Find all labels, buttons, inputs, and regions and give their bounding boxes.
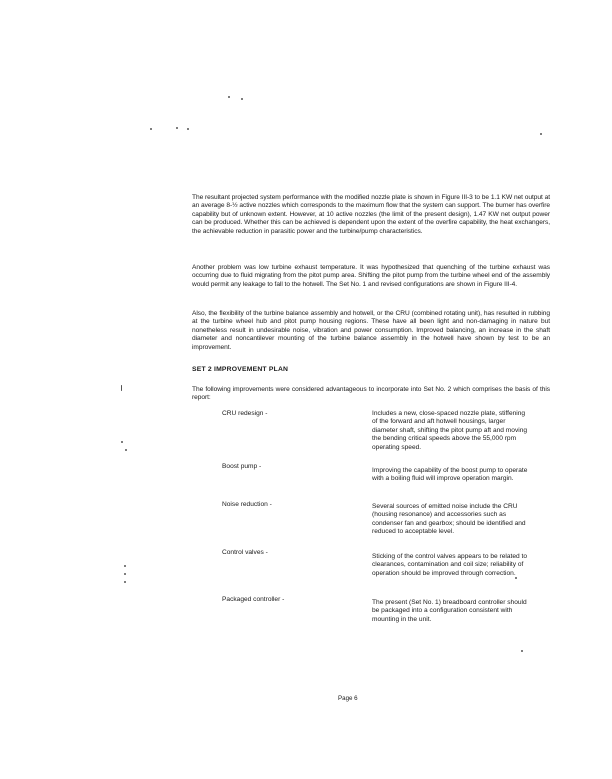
paragraph-exhaust-temperature: Another problem was low turbine exhaust temperature. It was hypothesized that quenching of the turbine exhaust was occurring due to fluid migrating from the pitot pump area. Shifting the pitot pump from the turbine wheel end of the assembly would permit any leakage to fall to the hotwell. The Set No. 1 and revised configurations are shown in Figure III-4. xyxy=(192,264,550,288)
scan-speck xyxy=(187,128,189,130)
scan-speck xyxy=(121,441,123,443)
item-desc-control-valves: Sticking of the control valves appears to be related to clearances, contamination and coil size; reliability of operation should be improved through correction. xyxy=(372,553,528,577)
scan-speck xyxy=(124,565,126,567)
item-desc-noise-reduction: Several sources of emitted noise include the CRU (housing resonance) and accessories such as condenser fan and gearbox; should be identified and reduced to acceptable level. xyxy=(372,503,526,536)
scan-speck xyxy=(540,133,542,135)
item-label-cru-redesign: CRU redesign - xyxy=(222,410,268,417)
scan-speck xyxy=(176,127,178,129)
item-label-control-valves: Control valves - xyxy=(222,549,268,556)
section-heading: SET 2 IMPROVEMENT PLAN xyxy=(192,366,289,373)
scan-speck xyxy=(124,581,126,583)
scan-speck xyxy=(125,449,127,451)
paragraph-intro: The following improvements were considered advantageous to incorporate into Set No. 2 which comprises the basis of this report: xyxy=(192,386,550,402)
paragraph-flexibility: Also, the flexibility of the turbine balance assembly and hotwell, or the CRU (combined rotating unit), has resulted in rubbing at the turbine wheel hub and pitot pump housing regions. These have all been light and non-damaging in nature but nonetheless result in undesirable noise, vibration and power consumption. Improved balancing, an increase in the shaft diameter and noncantilever mounting of the turbine balance assembly in the hotwell have shown by test to be an improvement. xyxy=(192,310,550,351)
scan-speck xyxy=(241,98,243,100)
item-desc-cru-redesign: Includes a new, close-spaced nozzle plate, stiffening of the forward and aft hotwell housings, larger diameter shaft, shifting the pitot pump aft and moving the bending critical speeds above the 55,000 rpm operating speed. xyxy=(372,410,528,451)
scan-speck xyxy=(521,650,523,652)
item-desc-packaged-controller: The present (Set No. 1) breadboard controller should be packaged into a configuration consistent with mounting in the unit. xyxy=(372,599,527,623)
paragraph-performance: The resultant projected system performance with the modified nozzle plate is shown in Figure III-3 to be 1.1 KW net output at an average 8-½ active nozzles which corresponds to the maximum flow that the system can support. The burner has overfire capability but of unknown extent. However, at 10 active nozzles (the limit of the present design), 1.47 KW net output power can be produced. Whether this can be achieved is dependent upon the extent of the overfire capability, the heat exchangers, the achievable reduction in parasitic power and the turbine/pump characteristics. xyxy=(192,194,550,235)
item-label-packaged-controller: Packaged controller - xyxy=(222,596,285,603)
scan-speck xyxy=(121,385,122,391)
scan-speck xyxy=(150,128,152,130)
page-number: Page 6 xyxy=(338,695,358,702)
item-desc-boost-pump: Improving the capability of the boost pump to operate with a boiling fluid will improve operation margin. xyxy=(372,467,528,483)
item-label-boost-pump: Boost pump - xyxy=(222,463,262,470)
scan-speck xyxy=(228,96,230,98)
item-label-noise-reduction: Noise reduction - xyxy=(222,501,272,508)
scan-speck xyxy=(124,573,126,575)
